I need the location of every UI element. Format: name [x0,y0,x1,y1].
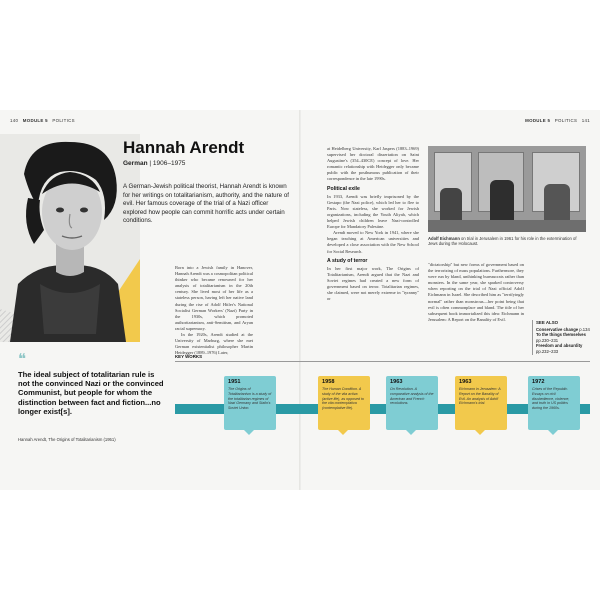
body-column-c [428,262,524,323]
profile-nationality: German [123,160,148,167]
see-also-item: To the things themselves pp.230–231 [536,332,586,343]
key-work-text: On Revolution. A comparative analysis of the American and French revolutions. [390,387,434,406]
key-work-year: 1951 [228,379,241,385]
module-label-left: MODULE 5 [22,118,48,123]
body-paragraph: In 1933, Arendt was briefly imprisoned by the Gestapo (the Nazi police), which led her to flee to Paris. Now stateless, she worked for Jewish organizations, including the Youth Aliyah, which helped Jewish children leave Nazi-controlled Europe for Mandatory Palestine. [327,193,419,230]
key-work-text: The Human Condition. A study of the vita activa (active life), as opposed to the vita contemplativa (contemplative life). [322,387,364,411]
quote-source: Hannah Arendt, The Origins of Totalitarianism (1951) [18,437,116,442]
photo-caption [428,236,586,247]
key-work-card [318,376,370,430]
running-head-right [525,118,590,123]
body-column-a [175,265,253,356]
quote-mark-icon: ❝ [18,352,27,368]
body-column-b [327,146,419,302]
key-works-label: KEY WORKS [175,354,202,359]
body-paragraph: at Heidelberg University, Karl Jaspers (1883–1969) supervised her doctoral dissertation on Saint Augustine's (354–430CE) concept of love. Her romantic relationship with Heidegger only became public with the posthumous publication of their correspondence in the late 1990s. [327,146,419,182]
key-work-year: 1963 [459,379,472,385]
key-work-card [224,376,276,430]
section-label-left: POLITICS [52,118,75,123]
running-head-left [10,118,75,123]
body-paragraph: Born into a Jewish family in Hanover, Hannah Arendt was a cosmopolitan political thinker who became renowned for her analysis of totalitarianism in the 20th century. She lived most of her life as a stateless person, having left her native land during the rise of Adolf Hitler's National Socialist German Workers' (Nazi) Party in the 1930s, which promoted authoritarianism, anti-Semitism, and Aryan racial supremacy. [175,265,253,331]
key-work-card [386,376,438,430]
section-label-right: POLITICS [554,118,578,123]
page-number-right: 141 [581,118,590,123]
key-work-card [528,376,580,430]
see-also-box [532,320,592,355]
portrait-image [0,134,140,342]
body-paragraph: In the 1920s, Arendt studied at the University of Marburg, where she met German existentialist philosopher Martin Heidegger (1889–1976) Later, [175,332,253,356]
key-work-year: 1963 [390,379,403,385]
key-work-card [455,376,507,430]
see-also-heading: SEE ALSO [536,320,559,325]
key-work-year: 1972 [532,379,545,385]
key-work-text: Crises of the Republic. Essays on civil disobedience, violence, and truth in US politics during the 1960s. [532,387,570,411]
key-work-text: The Origins of Totalitarianism is a study of the totalitarian regimes of Nazi Germany and Stalin's Soviet Union. [228,387,272,411]
caption-text: on trial in Jerusalem in 1961 for his role in the extermination of Jews during the Holocaust. [428,236,577,247]
eichmann-trial-photo [428,146,586,232]
section-heading: Political exile [327,185,360,192]
body-paragraph: "dictatorship" but new forms of government based on the terrorizing of mass populations. Furthermore, they were run by bland, unthinking bureaucrats rather than monsters. In the same year, she sparked controversy when reporting on the trial of Nazi official Adolf Eichmann in Israel. She described him as "terrifyingly normal" rather than monstrous—her point being that evil is often commonplace and bland. The title of her subsequent book immortalized this idea: Eichmann in Jerusalem: A Report on the Banality of Evil. [428,262,524,322]
page-gutter [299,110,301,490]
key-works-rule [175,361,590,362]
profile-name: Hannah Arendt [123,138,245,157]
body-paragraph: In her first major work, The Origins of Totalitarianism, Arendt argued that the Nazi and Soviet regimes had created a new form of government based on terror. Totalitarian regimes, she claimed, were not merely extreme in "tyranny" or [327,265,419,302]
caption-name: Adolf Eichmann [428,236,460,241]
see-also-item: Freedom and absurdity pp.232–233 [536,343,583,354]
pull-quote: The ideal subject of totalitarian rule is not the convinced Nazi or the convinced Communist, but people for whom the distinction between fact and fiction...no longer exist[s]. [18,370,164,416]
key-work-year: 1958 [322,379,335,385]
profile-years: 1906–1975 [152,160,186,167]
see-also-item: Conservative change p.134 [536,326,590,332]
profile-lede: A German-Jewish political theorist, Hannah Arendt is known for her writings on totalitarianism, authority, and the nature of evil. Her famous coverage of the trial of a Nazi officer explored how people can commit horrific acts under certain conditions. [123,183,290,225]
body-paragraph: Arendt moved to New York in 1941, where she began teaching at American universities and developed a close association with the New School for Social Research. [327,230,419,254]
key-work-text: Eichmann in Jerusalem: A Report on the Banality of Evil. An analysis of Adolf Eichmann's trial. [459,387,501,406]
arendt-portrait-icon [0,134,140,342]
section-heading: A study of terror [327,257,368,264]
page-number-left: 140 [10,118,19,123]
profile-meta: German | 1906–1975 [123,160,186,167]
module-label-right: MODULE 5 [525,118,551,123]
